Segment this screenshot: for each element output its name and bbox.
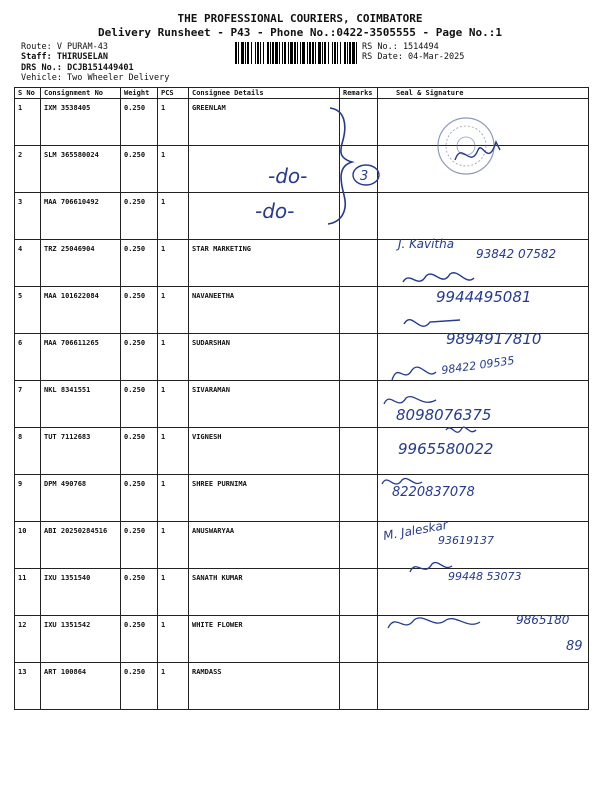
cell-signature — [378, 193, 589, 240]
runsheet-subtitle: Delivery Runsheet - P43 - Phone No.:0422-3505555 - Page No.:1 — [98, 26, 502, 39]
barcode-bar — [260, 42, 261, 64]
barcode-bar — [288, 42, 289, 64]
cell-pcs: 1 — [158, 334, 189, 381]
barcode-bar — [324, 42, 326, 64]
barcode-bar — [315, 42, 316, 64]
cell-remarks — [340, 522, 378, 569]
col-pcs: PCS — [158, 88, 189, 99]
cell-remarks — [340, 663, 378, 710]
row10-phone: 8220837078 — [392, 485, 475, 500]
col-remarks: Remarks — [340, 88, 378, 99]
cell-weight: 0.250 — [121, 522, 158, 569]
cell-weight: 0.250 — [121, 99, 158, 146]
drs-label: DRS No.: — [21, 63, 62, 73]
cell-consignee: ANUSWARYAA — [189, 522, 340, 569]
table-row — [15, 569, 589, 616]
rs-date: RS Date: 04-Mar-2025 — [362, 52, 465, 62]
cell-weight: 0.250 — [121, 569, 158, 616]
cell-sno: 4 — [15, 240, 41, 287]
barcode-bar — [322, 42, 323, 64]
barcode — [235, 42, 357, 64]
cell-consignee: SIVARAMAN — [189, 381, 340, 428]
cell-signature — [378, 287, 589, 334]
table-row — [15, 193, 589, 240]
cell-cno: IXU 1351540 — [41, 569, 121, 616]
drs-value: DCJB151449401 — [67, 63, 134, 73]
cell-weight: 0.250 — [121, 381, 158, 428]
cell-signature — [378, 616, 589, 663]
cell-remarks — [340, 99, 378, 146]
cell-consignee: SUDARSHAN — [189, 334, 340, 381]
company-title: THE PROFESSIONAL COURIERS, COIMBATORE — [177, 12, 423, 25]
cell-weight: 0.250 — [121, 663, 158, 710]
cell-remarks — [340, 616, 378, 663]
barcode-bar — [300, 42, 301, 64]
cell-cno: IXU 1351542 — [41, 616, 121, 663]
cell-weight: 0.250 — [121, 146, 158, 193]
row5-phone: 9944495081 — [436, 288, 532, 306]
table-row — [15, 428, 589, 475]
barcode-bar — [334, 42, 336, 64]
barcode-bar — [356, 42, 357, 64]
rs-number: RS No.: 1514494 — [362, 42, 439, 52]
barcode-bar — [332, 42, 333, 64]
table-row — [15, 99, 589, 146]
barcode-bar — [340, 42, 341, 64]
table-row — [15, 522, 589, 569]
cell-remarks — [340, 240, 378, 287]
cell-cno: MAA 101622084 — [41, 287, 121, 334]
cell-pcs: 1 — [158, 99, 189, 146]
barcode-bar — [297, 42, 298, 64]
cell-weight: 0.250 — [121, 240, 158, 287]
row6-phone: 9894917810 — [446, 330, 542, 348]
cell-cno: ART 100864 — [41, 663, 121, 710]
barcode-bar — [251, 42, 252, 64]
row4-signature-name: J. Kavitha — [398, 237, 455, 251]
barcode-bar — [337, 42, 338, 64]
table-row — [15, 475, 589, 522]
cell-sno: 10 — [15, 522, 41, 569]
cell-pcs: 1 — [158, 428, 189, 475]
barcode-bar — [302, 42, 305, 64]
cell-weight: 0.250 — [121, 475, 158, 522]
count-circle-number: 3 — [360, 169, 369, 184]
table-row — [15, 663, 589, 710]
row13-phone: 9865180 — [516, 613, 570, 627]
cell-consignee: STAR MARKETING — [189, 240, 340, 287]
table-row — [15, 616, 589, 663]
barcode-bar — [290, 42, 293, 64]
cell-signature — [378, 240, 589, 287]
cell-sno: 1 — [15, 99, 41, 146]
cell-remarks — [340, 287, 378, 334]
cell-pcs: 1 — [158, 475, 189, 522]
cell-remarks — [340, 146, 378, 193]
barcode-bar — [349, 42, 351, 64]
table-row — [15, 146, 589, 193]
cell-sno: 6 — [15, 334, 41, 381]
barcode-bar — [247, 42, 249, 64]
cell-pcs: 1 — [158, 146, 189, 193]
cell-remarks — [340, 428, 378, 475]
row12-phone: 99448 53073 — [448, 570, 522, 583]
row9-phone: 9965580022 — [398, 440, 494, 458]
table-header-row — [15, 88, 589, 99]
cell-signature — [378, 334, 589, 381]
barcode-bar — [312, 42, 314, 64]
cell-remarks — [340, 569, 378, 616]
barcode-bar — [279, 42, 280, 64]
cell-cno: TRZ 25046904 — [41, 240, 121, 287]
col-consignment: Consignment No — [41, 88, 121, 99]
row7-phone: 98422 09535 — [440, 353, 516, 377]
row8-phone: 8098076375 — [396, 406, 492, 424]
barcode-bar — [235, 42, 237, 64]
cell-signature — [378, 99, 589, 146]
vehicle-label: Vehicle: Two Wheeler Delivery — [21, 73, 170, 83]
cell-consignee — [189, 146, 340, 193]
barcode-bar — [344, 42, 346, 64]
cell-signature — [378, 428, 589, 475]
cell-sno: 8 — [15, 428, 41, 475]
cell-cno: TUT 7112683 — [41, 428, 121, 475]
cell-cno: MAA 706610492 — [41, 193, 121, 240]
cell-signature — [378, 569, 589, 616]
cell-remarks — [340, 193, 378, 240]
cell-sno: 12 — [15, 616, 41, 663]
barcode-bar — [245, 42, 246, 64]
col-consignee: Consignee Details — [189, 88, 340, 99]
cell-pcs: 1 — [158, 663, 189, 710]
barcode-bar — [270, 42, 271, 64]
col-weight: Weight — [121, 88, 158, 99]
cell-remarks — [340, 381, 378, 428]
cell-cno: DPM 490768 — [41, 475, 121, 522]
cell-remarks — [340, 334, 378, 381]
col-sno: S No — [15, 88, 41, 99]
table-row — [15, 381, 589, 428]
cell-pcs: 1 — [158, 616, 189, 663]
barcode-bar — [328, 42, 329, 64]
cell-weight: 0.250 — [121, 428, 158, 475]
route-label: Route: V PURAM-43 — [21, 42, 108, 52]
cell-sno: 11 — [15, 569, 41, 616]
cell-weight: 0.250 — [121, 193, 158, 240]
cell-remarks — [340, 475, 378, 522]
cell-consignee: VIGNESH — [189, 428, 340, 475]
cell-pcs: 1 — [158, 381, 189, 428]
barcode-bar — [318, 42, 321, 64]
col-signature: Seal & Signature — [378, 88, 589, 99]
table-row — [15, 287, 589, 334]
barcode-bar — [241, 42, 244, 64]
cell-signature — [378, 522, 589, 569]
cell-pcs: 1 — [158, 287, 189, 334]
cell-cno: MAA 706611265 — [41, 334, 121, 381]
delivery-table — [14, 87, 589, 710]
cell-pcs: 1 — [158, 240, 189, 287]
barcode-bar — [267, 42, 269, 64]
cell-cno: SLM 365580024 — [41, 146, 121, 193]
barcode-bar — [282, 42, 283, 64]
barcode-bar — [284, 42, 286, 64]
cell-pcs: 1 — [158, 193, 189, 240]
barcode-bar — [352, 42, 355, 64]
barcode-bar — [257, 42, 259, 64]
barcode-bar — [275, 42, 278, 64]
cell-consignee: SHREE PURNIMA — [189, 475, 340, 522]
cell-weight: 0.250 — [121, 616, 158, 663]
cell-consignee: NAVANEETHA — [189, 287, 340, 334]
barcode-bar — [307, 42, 308, 64]
barcode-bar — [347, 42, 348, 64]
cell-weight: 0.250 — [121, 334, 158, 381]
drs-number — [21, 63, 134, 73]
cell-consignee: GREENLAM — [189, 99, 340, 146]
cell-cno: IXM 3538405 — [41, 99, 121, 146]
cell-cno: NKL 8341551 — [41, 381, 121, 428]
cell-signature — [378, 475, 589, 522]
row13-extra: 89 — [566, 639, 583, 654]
barcode-bar — [263, 42, 264, 64]
cell-cno: ABI 20250284516 — [41, 522, 121, 569]
ditto-mark-row2: -do- — [268, 164, 308, 188]
cell-signature — [378, 381, 589, 428]
barcode-bar — [272, 42, 274, 64]
cell-consignee — [189, 193, 340, 240]
staff-label: Staff: THIRUSELAN — [21, 52, 108, 62]
table-row — [15, 240, 589, 287]
cell-signature — [378, 146, 589, 193]
table-row — [15, 334, 589, 381]
cell-sno: 2 — [15, 146, 41, 193]
row11-phone: 93619137 — [438, 534, 494, 547]
barcode-bar — [294, 42, 296, 64]
barcode-bar — [255, 42, 256, 64]
row11-signature-name: M. Jaleskar — [382, 517, 449, 543]
cell-consignee: SANATH KUMAR — [189, 569, 340, 616]
cell-sno: 7 — [15, 381, 41, 428]
cell-consignee: RAMDASS — [189, 663, 340, 710]
cell-sno: 5 — [15, 287, 41, 334]
barcode-bar — [238, 42, 239, 64]
cell-weight: 0.250 — [121, 287, 158, 334]
cell-sno: 3 — [15, 193, 41, 240]
row4-phone: 93842 07582 — [476, 247, 557, 261]
cell-sno: 9 — [15, 475, 41, 522]
cell-pcs: 1 — [158, 522, 189, 569]
ditto-mark-row3: -do- — [255, 199, 295, 223]
cell-pcs: 1 — [158, 569, 189, 616]
cell-sno: 13 — [15, 663, 41, 710]
cell-consignee: WHITE FLOWER — [189, 616, 340, 663]
cell-signature — [378, 663, 589, 710]
barcode-bar — [309, 42, 311, 64]
